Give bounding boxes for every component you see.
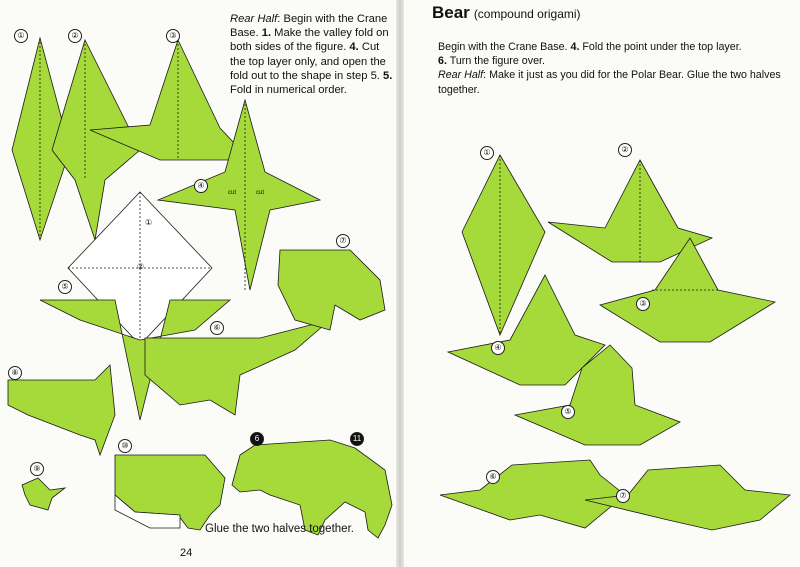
step-marker-10: ⑩ [118,439,132,453]
r-step6-text: Turn the figure over. [449,55,545,68]
step-marker-6: ⑥ [210,321,224,335]
page-number: 24 [180,547,193,559]
r-step4-text: Fold the point under the top layer. [582,41,742,53]
bear-marker-1: ① [480,146,494,160]
right-instructions [438,40,788,97]
step-marker-5: ⑤ [58,280,72,294]
bear-marker-7: ⑦ [616,489,630,503]
step-marker-9: ⑨ [30,462,44,476]
intro-text-right: Begin with the Crane Base. [438,41,568,53]
step-marker-3: ③ [166,29,180,43]
step5-number: 5. [383,69,393,82]
r-step4-number: 4. [570,41,580,53]
r-rear-half-text: : Make it just as you did for the Polar Bear. Glue the two halves together. [438,69,781,96]
cut-label-right: cut [256,190,265,196]
title-text: Bear [432,3,470,22]
bear-marker-5: ⑤ [561,405,575,419]
glue-caption: Glue the two halves together. [205,523,354,535]
cut-label-left: cut [228,190,237,196]
bear-marker-3: ③ [636,297,650,311]
step-marker-8: ⑧ [8,366,22,380]
step1-text: Make the valley fold on both sides of the figure. [230,27,389,54]
step-marker-6-filled: 6 [250,432,264,446]
step-marker-1: ① [14,29,28,43]
step5-text: Fold in numerical order. [230,84,347,97]
rear-half-label: Rear Half [230,13,278,25]
intro-text: : Begin with the Crane Base. [230,13,388,40]
r-rear-half-label: Rear Half [438,69,484,82]
r-step6-number: 6. [438,55,447,68]
bear-marker-4: ④ [491,341,505,355]
step-marker-7: ⑦ [336,234,350,248]
step-marker-4: ④ [194,179,208,193]
step4-text: Cut the top layer only, and open the fold out to the shape in step 5. [230,41,386,82]
bear-marker-2: ② [618,143,632,157]
fold-mark-1: ① [145,218,153,227]
bear-step6 [440,460,625,528]
step1-number: 1. [261,27,272,40]
bear-marker-6: ⑥ [486,470,500,484]
step4-number: 4. [349,41,359,54]
step-marker-2: ② [68,29,82,43]
subtitle-text: (compound origami) [473,7,581,21]
step-marker-11-filled: 11 [350,432,364,446]
page-title [432,3,581,22]
fold-mark-2: ② [137,262,145,271]
